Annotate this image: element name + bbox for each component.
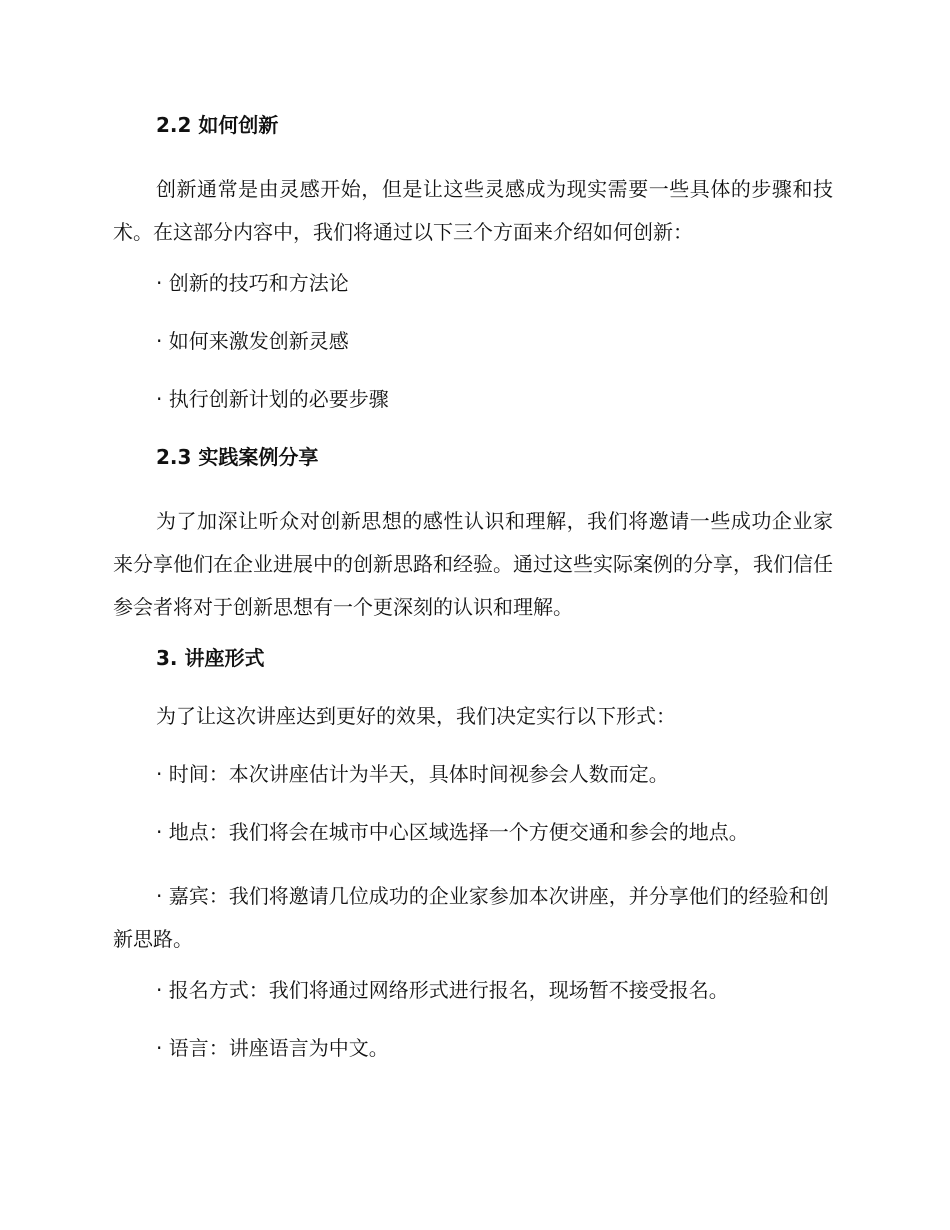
bullet-item-time: · 时间：本次讲座估计为半天，具体时间视参会人数而定。 — [156, 762, 669, 786]
section-heading-2-2: 2.2 如何创新 — [156, 113, 279, 137]
bullet-item-registration: · 报名方式：我们将通过网络形式进行报名，现场暂不接受报名。 — [156, 978, 729, 1002]
document-page — [113, 110, 833, 1091]
bullet-item-language: · 语言：讲座语言为中文。 — [156, 1036, 389, 1060]
bullet-item: · 创新的技巧和方法论 — [156, 271, 349, 295]
section-heading-2-3: 2.3 实践案例分享 — [156, 445, 319, 469]
section-heading-3: 3. 讲座形式 — [156, 646, 265, 670]
section-2-2-intro: 创新通常是由灵感开始，但是让这些灵感成为现实需要一些具体的步骤和技术。在这部分内容中，我们将通过以下三个方面来介绍如何创新： — [113, 177, 833, 244]
bullet-item-guests: · 嘉宾：我们将邀请几位成功的企业家参加本次讲座，并分享他们的经验和创新思路。 — [113, 884, 829, 951]
section-2-3-body: 为了加深让听众对创新思想的感性认识和理解，我们将邀请一些成功企业家来分享他们在企业进展中的创新思路和经验。通过这些实际案例的分享，我们信任参会者将对于创新思想有一个更深刻的认识和理解。 — [113, 509, 833, 619]
section-3-intro: 为了让这次讲座达到更好的效果，我们决定实行以下形式： — [156, 704, 676, 728]
bullet-item: · 如何来激发创新灵感 — [156, 329, 349, 353]
bullet-item-location: · 地点：我们将会在城市中心区域选择一个方便交通和参会的地点。 — [156, 820, 749, 844]
bullet-item: · 执行创新计划的必要步骤 — [156, 387, 389, 411]
